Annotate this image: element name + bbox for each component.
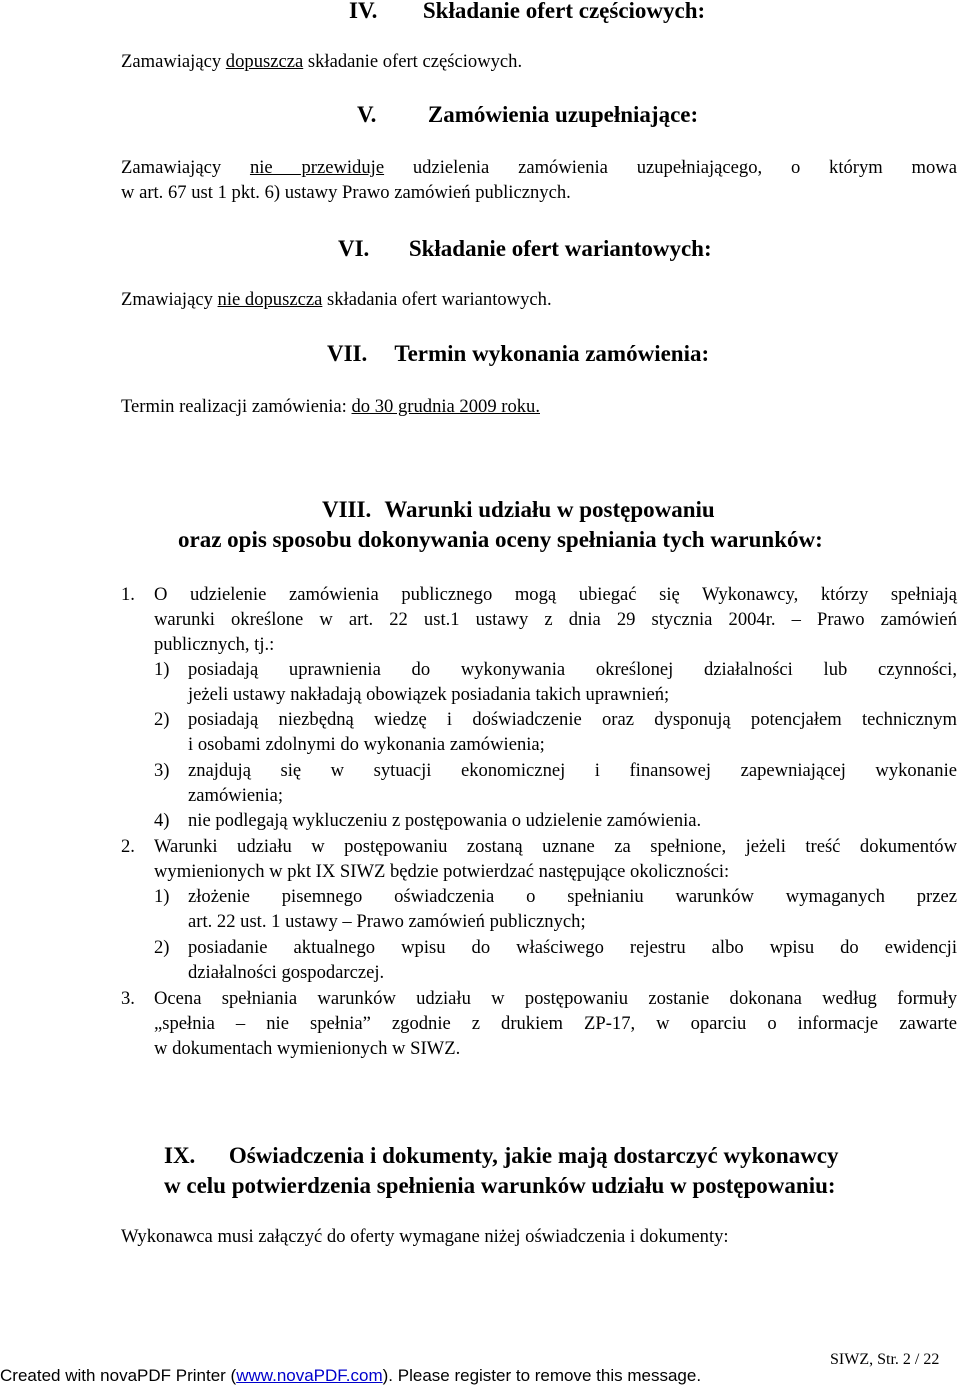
section-number: VII. (327, 341, 368, 366)
watermark: Created with novaPDF Printer (www.novaPDF.com). Please register to remove this message. (0, 1366, 702, 1385)
sublist-item-number: 1) (154, 886, 170, 907)
sublist-item-text: zamówienia; (188, 785, 283, 806)
section-ix-heading-line1 (164, 1143, 839, 1169)
section-v-heading (357, 102, 698, 128)
list-item-number: 2. (121, 836, 135, 857)
section-vii-heading (327, 341, 709, 367)
list-item-number: 3. (121, 988, 135, 1009)
sublist-item-text: złożenie pisemnego oświadczenia o spełnianiu warunków wymaganych przez (188, 886, 957, 907)
section-iv-text: Zamawiający dopuszcza składanie ofert częściowych. (121, 51, 523, 72)
section-vi-text: Zmawiający nie dopuszcza składania ofert wariantowych. (121, 289, 552, 310)
sublist-item-text: art. 22 ust. 1 ustawy – Prawo zamówień publicznych; (188, 911, 586, 932)
sublist-item-text: i osobami zdolnymi do wykonania zamówienia; (188, 734, 545, 755)
section-title: Składanie ofert wariantowych: (408, 236, 712, 261)
list-item-text: wymienionych w pkt IX SIWZ będzie potwierdzać następujące okoliczności: (154, 861, 730, 882)
page-number: SIWZ, Str. 2 / 22 (830, 1351, 940, 1368)
sublist-item-text: nie podlegają wykluczeniu z postępowania o udzielenie zamówienia. (188, 810, 702, 831)
sublist-item-number: 1) (154, 659, 170, 680)
section-viii-heading-line1 (322, 497, 715, 523)
list-item-text: warunki określone w art. 22 ust.1 ustawy z dnia 29 stycznia 2004r. – Prawo zamówień (154, 609, 957, 630)
section-ix-heading-line2: w celu potwierdzenia spełnienia warunków udziału w postępowaniu: (164, 1173, 836, 1198)
section-vii-text: Termin realizacji zamówienia: do 30 grudnia 2009 roku. (121, 396, 540, 417)
list-item-text: „spełnia – nie spełnia” zgodnie z drukiem ZP-17, w oparciu o informacje zawarte (154, 1013, 957, 1034)
section-title: Termin wykonania zamówienia: (394, 341, 710, 366)
section-title: Składanie ofert częściowych: (422, 0, 706, 23)
section-number: VI. (338, 236, 370, 261)
section-title: Warunki udziału w postępowaniu (384, 497, 715, 522)
section-v-text-line1: Zamawiający nie przewiduje udzielenia zamówienia uzupełniającego, o którym mowa (121, 157, 958, 178)
sublist-item-text: posiadają niezbędną wiedzę i doświadczenie oraz dysponują potencjałem technicznym (188, 709, 957, 730)
section-number: V. (357, 102, 377, 127)
list-item-text: O udzielenie zamówienia publicznego mogą ubiegać się Wykonawcy, którzy spełniają (154, 584, 957, 605)
sublist-item-number: 2) (154, 709, 170, 730)
section-number: VIII. (322, 497, 372, 522)
list-item-text: publicznych, tj.: (154, 634, 275, 655)
sublist-item-text: jeżeli ustawy nakładają obowiązek posiadania takich uprawnień; (188, 684, 670, 705)
section-ix-text: Wykonawca musi załączyć do oferty wymagane niżej oświadczenia i dokumenty: (121, 1226, 729, 1247)
section-vi-heading (338, 236, 712, 262)
section-number: IX. (164, 1143, 196, 1168)
list-item-text: Warunki udziału w postępowaniu zostaną uznane za spełnione, jeżeli treść dokumentów (154, 836, 957, 857)
sublist-item-text: znajdują się w sytuacji ekonomicznej i finansowej zapewniającej wykonanie (188, 760, 957, 781)
sublist-item-number: 4) (154, 810, 170, 831)
list-item-number: 1. (121, 584, 135, 605)
list-item-text: w dokumentach wymienionych w SIWZ. (154, 1038, 461, 1059)
watermark-link[interactable]: www.novaPDF.com (236, 1366, 383, 1385)
list-item-text: Ocena spełniania warunków udziału w postępowaniu zostanie dokonana według formuły (154, 988, 957, 1009)
section-title: Zamówienia uzupełniające: (427, 102, 699, 127)
section-viii-heading-line2: oraz opis sposobu dokonywania oceny spełniania tych warunków: (178, 527, 823, 552)
sublist-item-text: posiadają uprawnienia do wykonywania określonej działalności lub czynności, (188, 659, 957, 680)
sublist-item-number: 3) (154, 760, 170, 781)
section-v-text-line2: w art. 67 ust 1 pkt. 6) ustawy Prawo zamówień publicznych. (121, 182, 571, 203)
section-number: IV. (349, 0, 378, 23)
sublist-item-number: 2) (154, 937, 170, 958)
sublist-item-text: posiadanie aktualnego wpisu do właściwego rejestru albo wpisu do ewidencji (188, 937, 957, 958)
section-title: Oświadczenia i dokumenty, jakie mają dostarczyć wykonawcy (228, 1143, 839, 1168)
section-iv-heading (349, 0, 705, 24)
sublist-item-text: działalności gospodarczej. (188, 962, 385, 983)
